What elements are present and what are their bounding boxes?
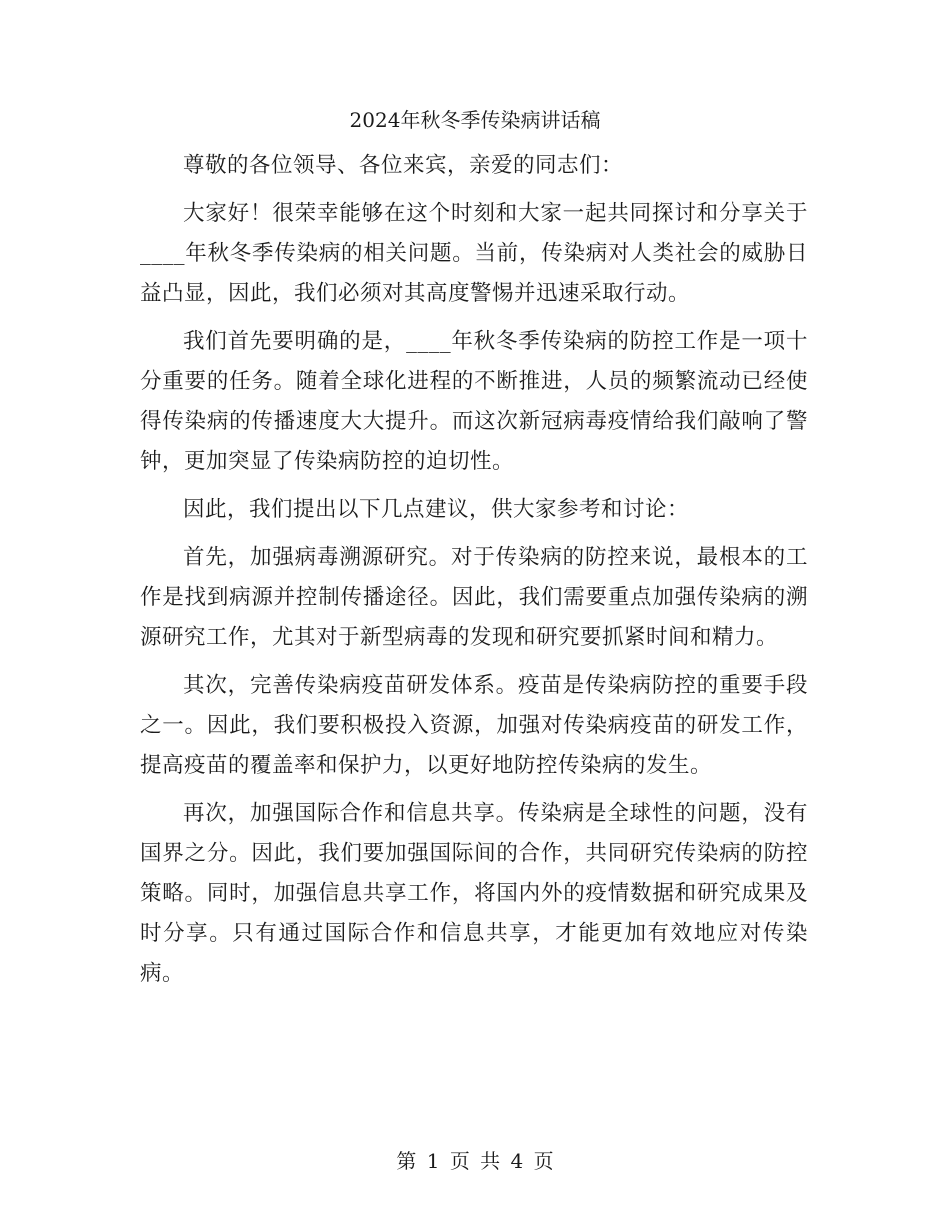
document-body [140, 146, 808, 1002]
paragraph-suggestions-intro: 因此，我们提出以下几点建议，供大家参考和讨论： [183, 497, 690, 522]
paragraph-suggestion-cooperation: 再次，加强国际合作和信息共享。传染病是全球性的问题，没有国界之分。因此，我们要加强国际间的合作，共同研究传染病的防控策略。同时，加强信息共享工作，将国内外的疫情数据和研究成果及时分享。只有通过国际合作和信息共享，才能更加有效地应对传染病。 [140, 801, 808, 986]
paragraph-suggestion-vaccine: 其次，完善传染病疫苗研发体系。疫苗是传染病防控的重要手段之一。因此，我们要积极投入资源，加强对传染病疫苗的研发工作，提高疫苗的覆盖率和保护力，以更好地防控传染病的发生。 [140, 673, 808, 778]
paragraph-greeting: 大家好！很荣幸能够在这个时刻和大家一起共同探讨和分享关于____年秋冬季传染病的相关问题。当前，传染病对人类社会的威胁日益凸显，因此，我们必须对其高度警惕并迅速采取行动。 [140, 201, 808, 306]
paragraph-salutation: 尊敬的各位领导、各位来宾，亲爱的同志们： [183, 153, 624, 178]
document-title: 2024年秋冬季传染病讲话稿 [349, 108, 601, 132]
page-number-footer: 第 1 页 共 4 页 [396, 1149, 554, 1173]
paragraph-importance: 我们首先要明确的是，____年秋冬季传染病的防控工作是一项十分重要的任务。随着全球化进程的不断推进，人员的频繁流动已经使得传染病的传播速度大大提升。而这次新冠病毒疫情给我们敲响了警钟，更加突显了传染病防控的迫切性。 [140, 329, 808, 474]
paragraph-suggestion-tracing: 首先，加强病毒溯源研究。对于传染病的防控来说，最根本的工作是找到病源并控制传播途径。因此，我们需要重点加强传染病的溯源研究工作，尤其对于新型病毒的发现和研究要抓紧时间和精力。 [140, 545, 808, 650]
